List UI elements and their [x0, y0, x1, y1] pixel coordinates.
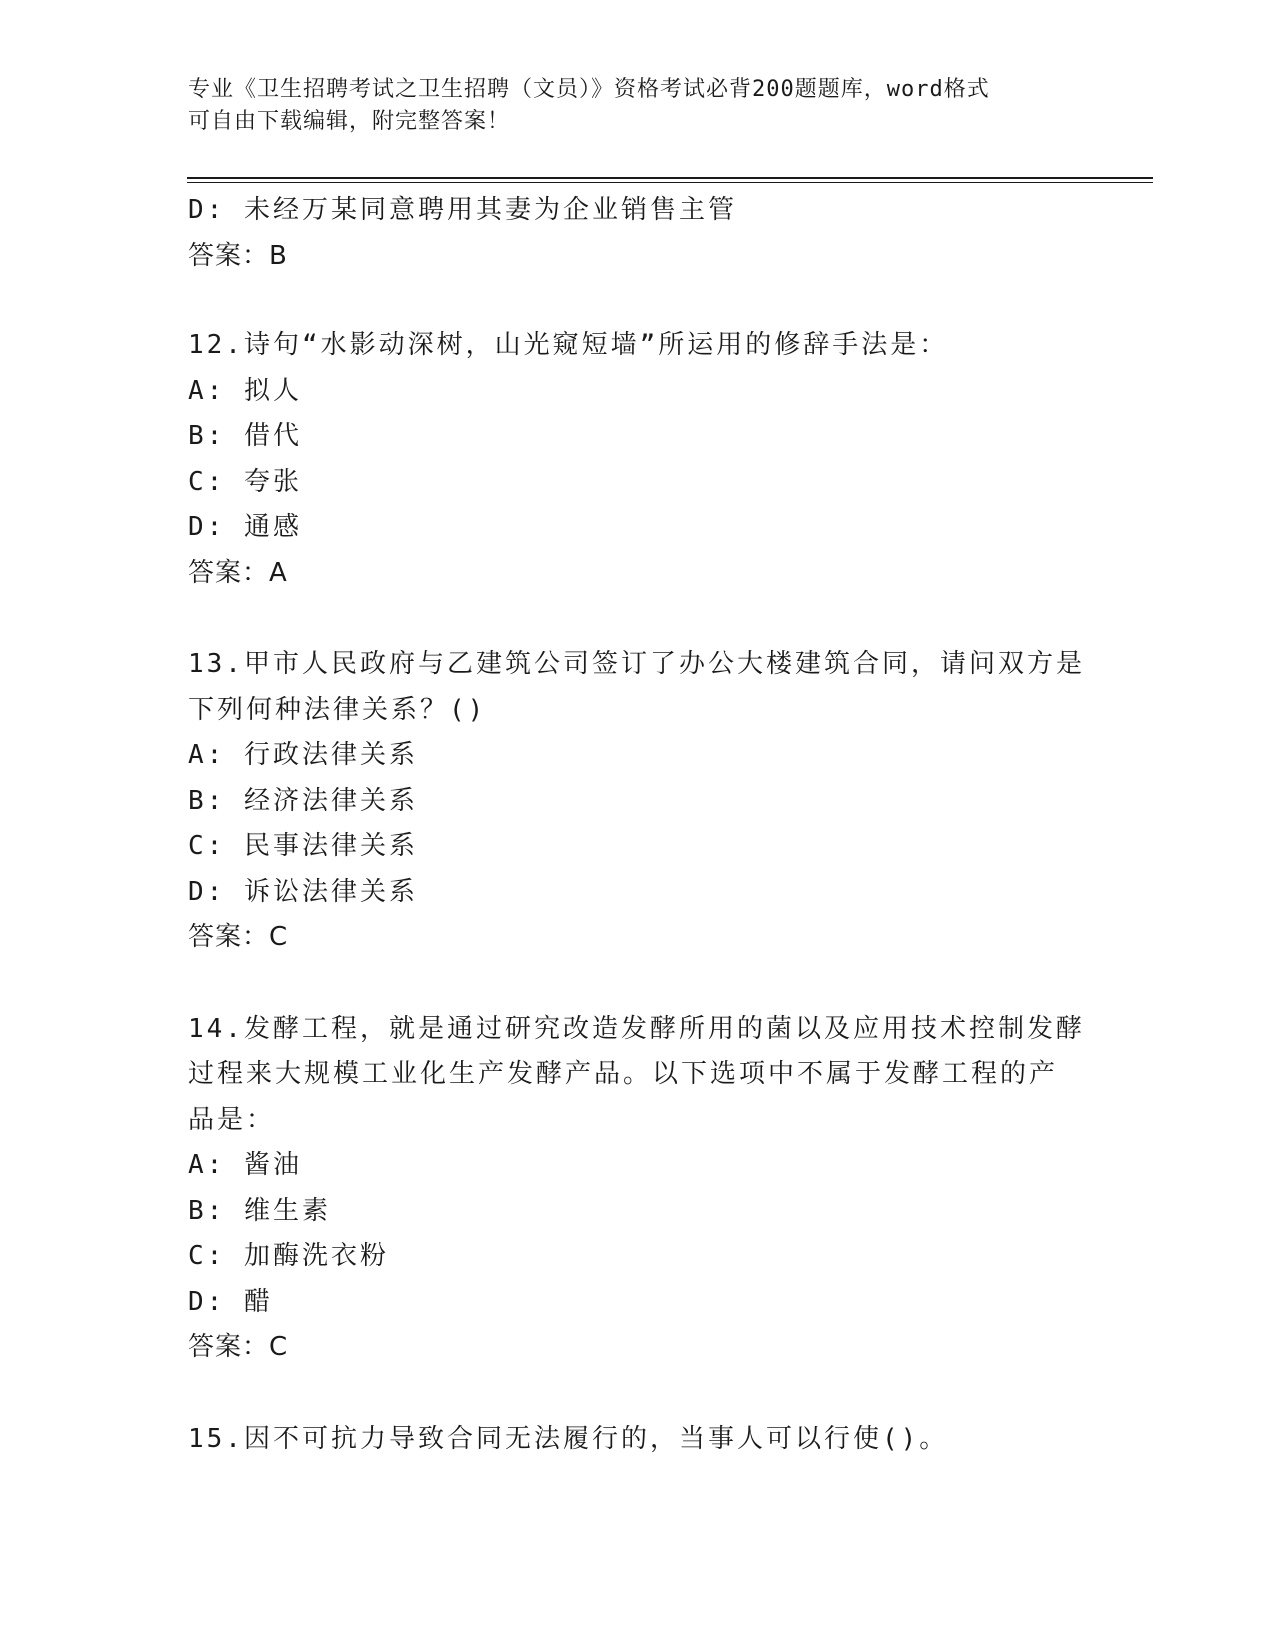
answer-label: 答案：C — [188, 1332, 289, 1362]
question-stem: 15.因不可抗力导致合同无法履行的，当事人可以行使()。 — [188, 1423, 949, 1454]
option-d: D: 醋 — [188, 1286, 273, 1317]
option-c: C: 民事法律关系 — [188, 831, 418, 861]
option-a: A: 行政法律关系 — [188, 740, 418, 770]
question-stem-continued: 下列何种法律关系？() — [188, 694, 487, 725]
option-c: C: 夸张 — [188, 466, 302, 497]
question-14 — [188, 1007, 1088, 1371]
answer-label: 答案：A — [188, 557, 288, 588]
question-12 — [188, 323, 1088, 596]
header-line-2: 可自由下载编辑，附完整答案！ — [188, 109, 511, 134]
question-11-fragment — [188, 188, 1088, 279]
question-stem: 12.诗句“水影动深树，山光窥短墙”所运用的修辞手法是： — [188, 330, 949, 360]
question-stem: 13.甲市人民政府与乙建筑公司签订了办公大楼建筑合同，请问双方是 — [188, 649, 1085, 679]
option-d: D: 诉讼法律关系 — [188, 876, 418, 907]
question-stem-continued: 品是： — [188, 1104, 276, 1135]
answer-label: 答案：B — [188, 240, 288, 271]
question-15 — [188, 1417, 1088, 1463]
option-d: D: 通感 — [188, 512, 302, 542]
question-stem-continued: 过程来大规模工业化生产发酵产品。以下选项中不属于发酵工程的产 — [188, 1059, 1059, 1089]
header-divider-thin — [187, 182, 1153, 183]
question-list — [188, 188, 1088, 1462]
header-divider-thick — [187, 177, 1153, 179]
answer-label: 答案：C — [188, 922, 289, 952]
option-b: B: 维生素 — [188, 1195, 331, 1226]
option-a: A: 酱油 — [188, 1150, 302, 1180]
question-stem: 14.发酵工程，就是通过研究改造发酵所用的菌以及应用技术控制发酵 — [188, 1013, 1085, 1044]
option-a: A: 拟人 — [188, 375, 302, 406]
option-b: B: 经济法律关系 — [188, 785, 418, 816]
document-header — [188, 74, 1088, 138]
option-d: D: 未经万某同意聘用其妻为企业销售主管 — [188, 195, 737, 225]
option-b: B: 借代 — [188, 421, 302, 451]
question-13 — [188, 642, 1088, 961]
option-c: C: 加酶洗衣粉 — [188, 1241, 389, 1271]
header-line-1: 专业《卫生招聘考试之卫生招聘（文员）》资格考试必背200题题库，word格式 — [188, 77, 990, 102]
